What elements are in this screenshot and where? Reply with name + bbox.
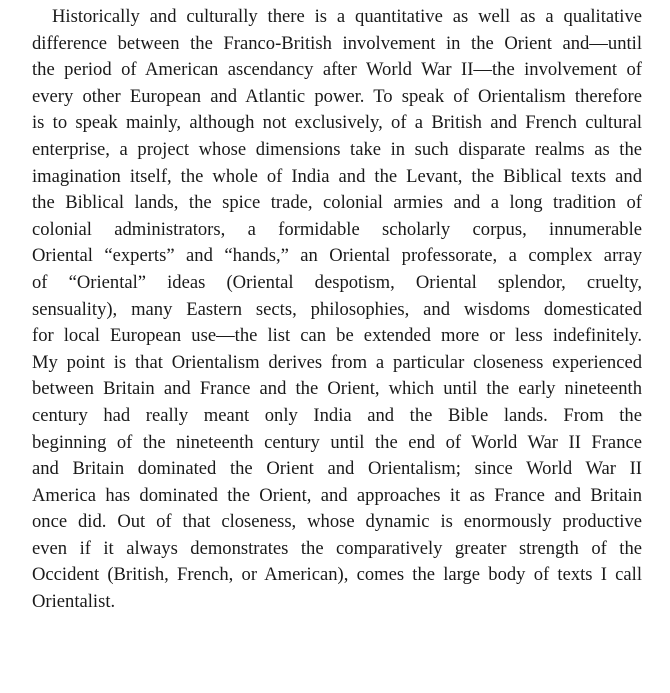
- text-line: My point is that Orientalism derives from a particular closeness experienced: [32, 351, 642, 373]
- text-line: once did. Out of that closeness, whose dynamic is enormously productive: [32, 511, 642, 533]
- body-paragraph: [32, 4, 642, 616]
- text-line: century had really meant only India and the Bible lands. From the: [32, 404, 642, 426]
- text-line: is to speak mainly, although not exclusively, of a British and French cultural: [32, 112, 642, 134]
- text-line: and Britain dominated the Orient and Orientalism; since World War II: [32, 458, 642, 480]
- text-line: every other European and Atlantic power. To speak of Orientalism therefore: [32, 85, 642, 107]
- text-line: beginning of the nineteenth century until the end of World War II France: [32, 431, 642, 453]
- text-line: America has dominated the Orient, and approaches it as France and Britain: [32, 484, 642, 506]
- text-line: even if it always demonstrates the comparatively greater strength of the: [32, 537, 642, 559]
- text-line: for local European use—the list can be extended more or less indefinitely.: [32, 325, 642, 347]
- text-line: difference between the Franco-British involvement in the Orient and—until: [32, 32, 642, 54]
- text-line: of “Oriental” ideas (Oriental despotism, Oriental splendor, cruelty,: [32, 271, 642, 293]
- text-line: between Britain and France and the Orient, which until the early nineteenth: [32, 378, 642, 400]
- text-line: Historically and culturally there is a quantitative as well as a qualitative: [52, 6, 642, 27]
- text-line: colonial administrators, a formidable scholarly corpus, innumerable: [32, 218, 642, 240]
- text-line: Occident (British, French, or American), comes the large body of texts I call: [32, 564, 642, 586]
- text-line: the period of American ascendancy after World War II—the involvement of: [32, 59, 642, 81]
- text-line: sensuality), many Eastern sects, philosophies, and wisdoms domesticated: [32, 298, 642, 320]
- text-line: enterprise, a project whose dimensions take in such disparate realms as the: [32, 138, 642, 160]
- text-line: Oriental “experts” and “hands,” an Oriental professorate, a complex array: [32, 245, 642, 267]
- text-line: the Biblical lands, the spice trade, colonial armies and a long tradition of: [32, 192, 642, 214]
- text-line: Orientalist.: [32, 591, 116, 613]
- text-line: imagination itself, the whole of India and the Levant, the Biblical texts and: [32, 165, 642, 187]
